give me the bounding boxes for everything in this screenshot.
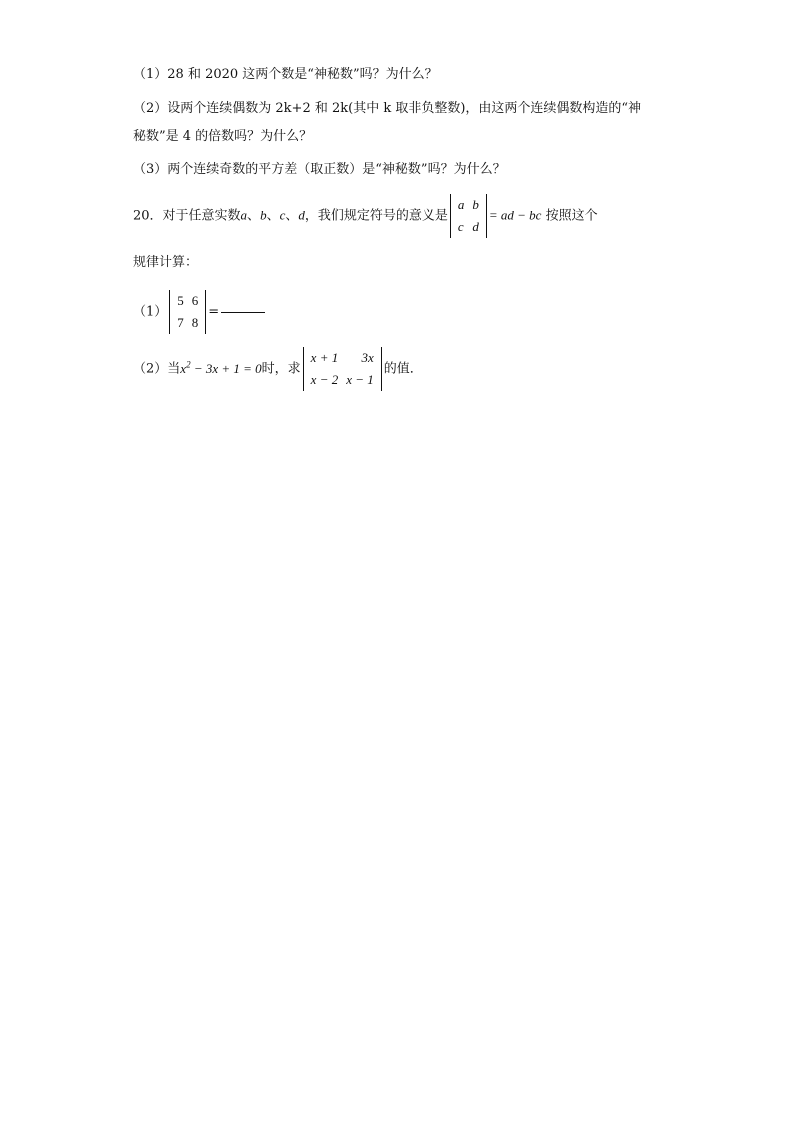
det-cell: x + 1 [310, 350, 339, 365]
question-19-part-1: （1）28 和 2020 这两个数是“神秘数”吗？为什么？ [133, 67, 438, 82]
question-19-part-2-line-1: （2）设两个连续偶数为 2k+2 和 2k(其中 k 取非负整数)，由这两个连续偶数构造的“神 [133, 101, 642, 116]
intro-suffix: 按照这个 [545, 208, 598, 224]
det-cell: a [457, 197, 465, 212]
equation-exponent: 2 [186, 359, 191, 370]
question-20-part-2 [133, 347, 423, 391]
intro-mid: ，我们规定符号的意义是 [304, 208, 448, 224]
det-cell: b [472, 197, 479, 212]
det-cell: 5 [177, 293, 184, 308]
var-a: a [240, 207, 248, 223]
definition-determinant [450, 194, 487, 238]
var-d: d [298, 207, 305, 223]
det-cell: 6 [191, 293, 199, 308]
question-20-part-1 [133, 290, 265, 334]
sep: 、 [247, 208, 261, 224]
det-cell: c [457, 219, 464, 234]
equation-x: x [180, 360, 187, 376]
part-1-label: （1） [133, 304, 168, 320]
question-20-intro-line-2: 规律计算： [133, 255, 199, 270]
equals-sign: = [208, 304, 220, 320]
part-2-label: （2）当 [133, 361, 181, 377]
var-c: c [279, 207, 286, 223]
question-19-part-2-line-2: 秘数”是 4 的倍数吗？为什么？ [133, 129, 313, 144]
intro-prefix: 20．对于任意实数 [133, 208, 241, 224]
equation-rest: − 3x + 1 = 0 [190, 360, 262, 376]
det-cell: x − 1 [346, 372, 374, 387]
sep: 、 [285, 208, 299, 224]
question-20-intro-line-1 [133, 194, 598, 238]
answer-blank [221, 312, 265, 313]
definition-rhs: = ad − bc [488, 207, 542, 223]
det-cell: 8 [191, 315, 199, 330]
var-b: b [260, 207, 267, 223]
sep: 、 [266, 208, 280, 224]
det-cell: x − 2 [310, 372, 339, 387]
det-cell: d [472, 219, 479, 234]
part-2-determinant [303, 347, 382, 391]
question-19-part-3: （3）两个连续奇数的平方差（取正数）是“神秘数”吗？为什么？ [133, 162, 506, 177]
det-cell: 7 [177, 315, 184, 330]
part-2-suffix: 的值． [383, 361, 423, 377]
part-2-mid: 时，求 [261, 361, 301, 377]
det-cell: 3x [361, 350, 374, 365]
part-1-determinant [169, 290, 206, 334]
equation [180, 361, 261, 376]
